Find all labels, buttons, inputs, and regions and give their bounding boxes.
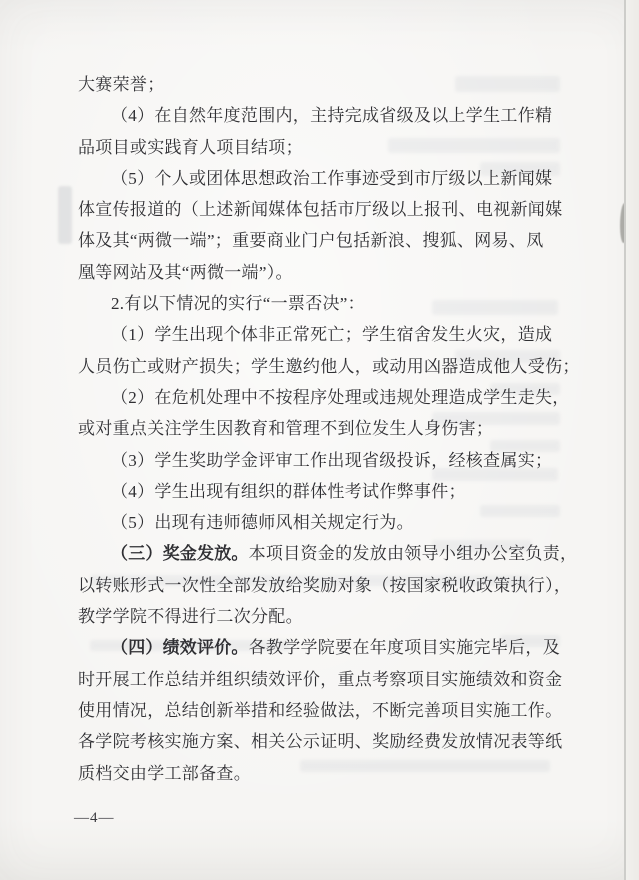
line-text: 体宣传报道的（上述新闻媒体包括市厅级以上报刊、电视新闻媒 xyxy=(78,200,563,220)
text-line xyxy=(78,445,570,476)
line-text: （5）个人或团体思想政治工作事迹受到市厅级以上新闻媒 xyxy=(111,168,553,188)
line-text: （5）出现有违师德师风相关规定行为。 xyxy=(111,513,414,533)
line-text: （4）学生出现有组织的群体性考试作弊事件； xyxy=(111,481,466,501)
line-text: 凰等网站及其“两微一端”）。 xyxy=(78,262,293,282)
text-line xyxy=(78,163,570,194)
text-line xyxy=(78,601,570,632)
text-line xyxy=(78,538,578,569)
line-text: 各学院考核实施方案、相关公示证明、奖励经费发放情况表等纸 xyxy=(78,732,563,752)
text-line xyxy=(78,69,570,100)
text-line xyxy=(78,726,570,757)
bold-heading: （三）奖金发放。 xyxy=(111,544,249,564)
text-line xyxy=(78,100,570,131)
text-line xyxy=(78,382,570,413)
line-text: 以转账形式一次性全部发放给奖励对象（按国家税收政策执行）， xyxy=(78,575,572,595)
text-line xyxy=(78,194,570,225)
text-line xyxy=(78,225,570,256)
line-text: 大赛荣誉； xyxy=(78,75,165,94)
line-text: 使用情况，总结创新举措和经验做法，不断完善项目实施工作。 xyxy=(78,700,563,720)
line-text: （1）学生出现个体非正常死亡；学生宿舍发生火灾，造成 xyxy=(111,325,553,345)
line-text: 各教学学院要在年度项目实施完毕后，及 xyxy=(248,638,561,658)
text-line xyxy=(78,695,570,726)
bleed-through-mark xyxy=(58,186,72,244)
line-text: 或对重点关注学生因教育和管理不到位发生人身伤害； xyxy=(78,419,494,439)
text-line xyxy=(78,288,570,319)
text-line xyxy=(78,758,570,789)
line-text: （4）在自然年度范围内，主持完成省级及以上学生工作精 xyxy=(111,106,553,126)
bold-heading: （四）绩效评价。 xyxy=(111,638,249,658)
text-line xyxy=(78,319,570,350)
line-text: 时开展工作总结并组织绩效评价，重点考察项目实施绩效和资金 xyxy=(78,669,563,689)
text-line xyxy=(78,664,570,695)
text-line xyxy=(78,507,570,538)
text-line xyxy=(78,351,580,382)
line-text: 质档交由学工部备查。 xyxy=(78,763,251,783)
scan-fold-edge xyxy=(624,0,639,880)
line-text: 本项目资金的发放由领导小组办公室负责， xyxy=(248,544,578,564)
line-text: 体及其“两微一端”；重要商业门户包括新浪、搜狐、网易、凤 xyxy=(78,231,544,251)
text-line xyxy=(78,476,570,507)
text-line xyxy=(78,413,570,444)
text-line xyxy=(78,257,570,288)
line-text: 人员伤亡或财产损失；学生邀约他人，或动用凶器造成他人受伤； xyxy=(78,356,580,376)
text-line xyxy=(78,632,570,663)
page-number: —4— xyxy=(74,810,115,826)
document-text xyxy=(78,69,580,789)
line-text: 2.有以下情况的实行“一票否决”： xyxy=(111,294,365,314)
text-line xyxy=(78,570,570,601)
line-text: 教学学院不得进行二次分配。 xyxy=(78,607,303,627)
line-text: （3）学生奖助学金评审工作出现省级投诉，经核查属实； xyxy=(111,450,553,470)
line-text: （2）在危机处理中不按程序处理或违规处理造成学生走失， xyxy=(111,387,570,407)
text-line xyxy=(78,132,570,163)
line-text: 品项目或实践育人项目结项； xyxy=(78,137,303,157)
